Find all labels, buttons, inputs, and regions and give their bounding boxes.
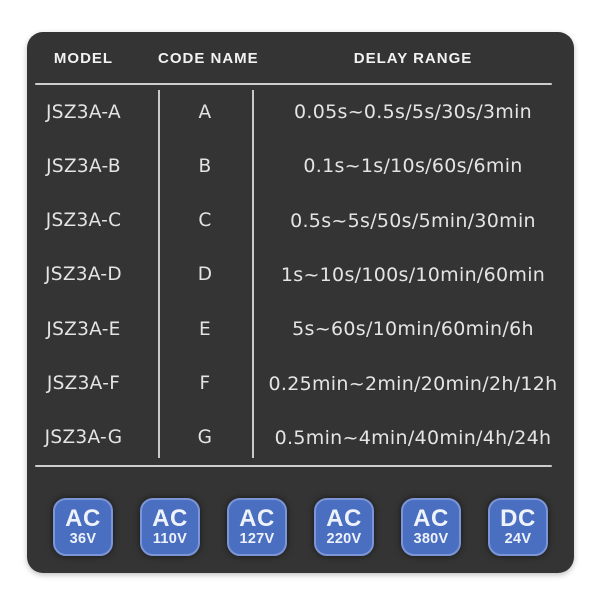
code-cell: F <box>199 373 211 395</box>
model-cell: JSZ3A-G <box>44 427 123 449</box>
table-row <box>27 356 574 410</box>
table-row <box>27 248 574 302</box>
delay-range-cell: 0.5min~4min/40min/4h/24h <box>274 426 552 449</box>
table-row <box>27 139 574 193</box>
delay-range-cell: 0.05s~0.5s/5s/30s/3min <box>293 101 533 124</box>
voltage-badge-ac220 <box>314 498 374 556</box>
voltage-badge-row <box>27 467 574 573</box>
voltage-badge-ac110 <box>140 498 200 556</box>
column-divider-2 <box>252 90 254 458</box>
model-cell: JSZ3A-B <box>46 155 121 177</box>
table-row <box>27 85 574 139</box>
model-cell: JSZ3A-A <box>46 101 121 123</box>
voltage-badge-dc24 <box>488 498 548 556</box>
model-cell: JSZ3A-C <box>45 210 122 232</box>
code-cell: A <box>198 101 212 123</box>
code-cell: C <box>198 210 212 232</box>
delay-range-cell: 0.25min~2min/20min/2h/12h <box>268 372 558 395</box>
column-divider-1 <box>158 90 160 458</box>
voltage-type-label: DC <box>500 504 536 532</box>
voltage-badge-ac127 <box>227 498 287 556</box>
table-row <box>27 302 574 356</box>
header-delay-range: DELAY RANGE <box>353 49 473 67</box>
header-code-name: CODE NAME <box>158 49 259 67</box>
model-cell: JSZ3A-D <box>45 264 122 286</box>
delay-range-cell: 0.5s~5s/50s/5min/30min <box>290 209 536 232</box>
voltage-badge-ac36 <box>53 498 113 556</box>
code-cell: G <box>197 427 213 449</box>
voltage-value-label: 36V <box>69 530 97 547</box>
delay-range-cell: 1s~10s/100s/10min/60min <box>280 263 546 286</box>
voltage-type-label: AC <box>413 504 449 532</box>
table-row <box>27 411 574 465</box>
voltage-type-label: AC <box>326 504 362 532</box>
model-cell: JSZ3A-F <box>46 373 121 395</box>
voltage-value-label: 24V <box>504 530 532 547</box>
model-cell: JSZ3A-E <box>46 318 121 340</box>
table-header-row <box>27 32 574 84</box>
voltage-value-label: 220V <box>326 530 362 547</box>
table-body <box>27 85 574 465</box>
spec-card <box>27 32 574 573</box>
delay-range-cell: 0.1s~1s/10s/60s/6min <box>303 155 523 178</box>
voltage-value-label: 127V <box>239 530 275 547</box>
delay-range-cell: 5s~60s/10min/60min/6h <box>292 318 534 341</box>
voltage-type-label: AC <box>65 504 101 532</box>
voltage-value-label: 110V <box>152 530 188 547</box>
table-row <box>27 194 574 248</box>
voltage-badge-ac380 <box>401 498 461 556</box>
header-model: MODEL <box>53 49 114 67</box>
code-cell: D <box>197 264 213 286</box>
voltage-type-label: AC <box>152 504 188 532</box>
code-cell: B <box>198 155 212 177</box>
voltage-value-label: 380V <box>413 530 449 547</box>
code-cell: E <box>199 318 211 340</box>
voltage-type-label: AC <box>239 504 275 532</box>
